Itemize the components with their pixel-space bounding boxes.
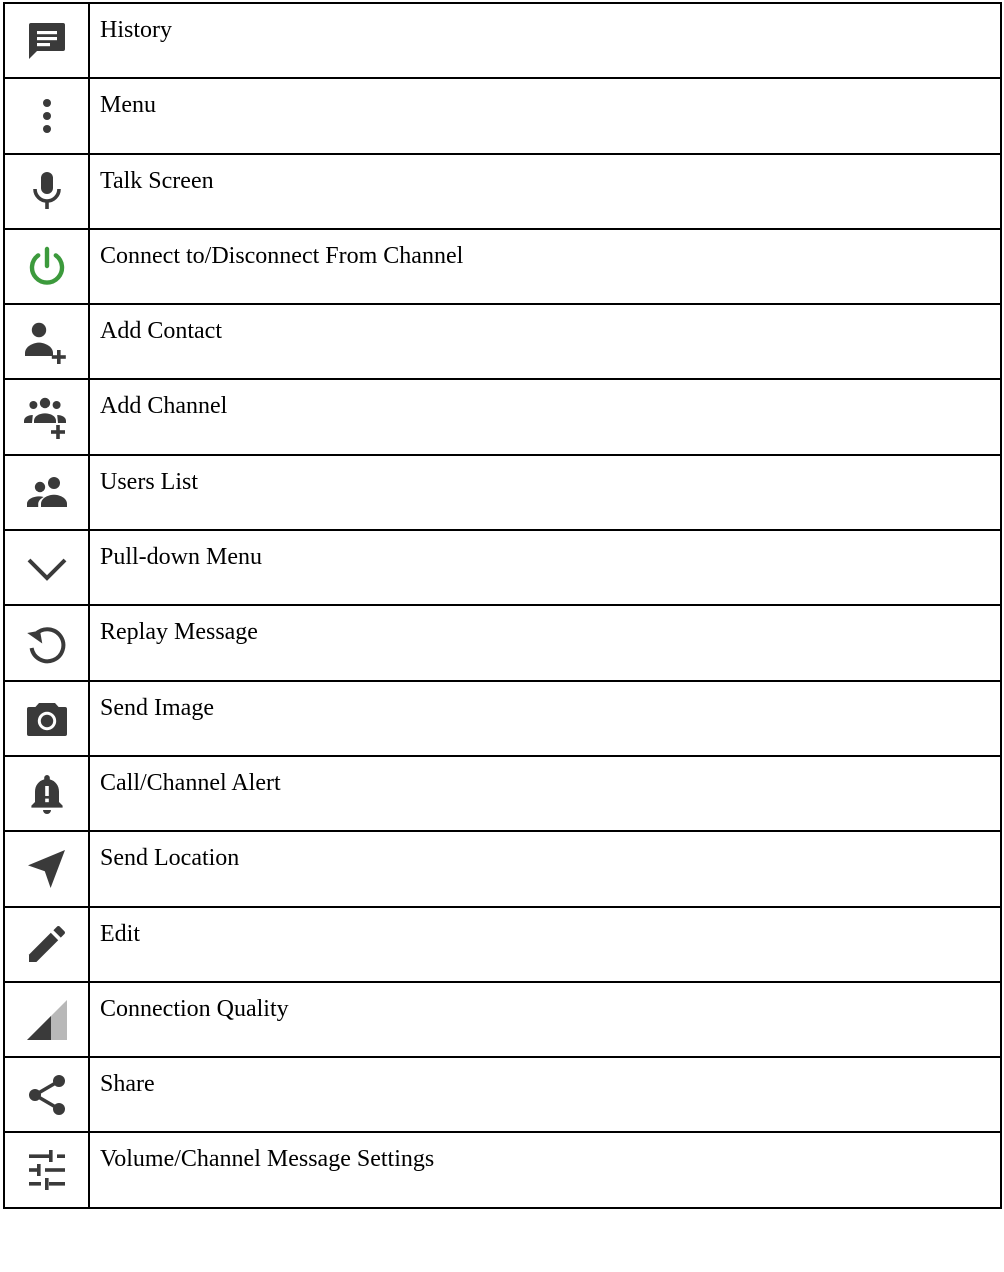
icon-cell xyxy=(4,154,89,229)
icon-cell xyxy=(4,681,89,756)
table-row xyxy=(4,379,1001,454)
icon-cell xyxy=(4,756,89,831)
icon-cell xyxy=(4,1057,89,1132)
row-label: Edit xyxy=(89,907,1001,982)
navigation-arrow-icon xyxy=(23,845,71,893)
row-label: Volume/Channel Message Settings xyxy=(89,1132,1001,1207)
table-row xyxy=(4,681,1001,756)
icon-cell xyxy=(4,304,89,379)
camera-icon xyxy=(23,694,71,742)
microphone-icon xyxy=(23,167,71,215)
icon-legend-table xyxy=(3,2,1002,1209)
chat-bubble-icon xyxy=(23,17,71,65)
row-label: Add Contact xyxy=(89,304,1001,379)
icon-cell xyxy=(4,3,89,78)
icon-cell xyxy=(4,1132,89,1207)
table-row xyxy=(4,455,1001,530)
row-label: Share xyxy=(89,1057,1001,1132)
icon-cell xyxy=(4,78,89,153)
table-row xyxy=(4,982,1001,1057)
table-row xyxy=(4,1057,1001,1132)
add-person-icon xyxy=(23,318,71,366)
row-label: Add Channel xyxy=(89,379,1001,454)
chevron-down-icon xyxy=(23,544,71,592)
table-row xyxy=(4,1132,1001,1207)
power-icon xyxy=(23,243,71,291)
table-row xyxy=(4,78,1001,153)
row-label: Send Image xyxy=(89,681,1001,756)
icon-cell xyxy=(4,605,89,680)
table-row xyxy=(4,154,1001,229)
share-icon xyxy=(23,1071,71,1119)
more-vertical-icon xyxy=(23,92,71,140)
pencil-icon xyxy=(23,920,71,968)
icon-cell xyxy=(4,831,89,906)
icon-cell xyxy=(4,379,89,454)
table-row xyxy=(4,3,1001,78)
row-label: Call/Channel Alert xyxy=(89,756,1001,831)
icon-cell xyxy=(4,229,89,304)
replay-icon xyxy=(23,619,71,667)
icon-cell xyxy=(4,455,89,530)
tune-sliders-icon xyxy=(23,1146,71,1194)
row-label: Connect to/Disconnect From Channel xyxy=(89,229,1001,304)
table-row xyxy=(4,304,1001,379)
add-group-icon xyxy=(23,393,71,441)
row-label: Talk Screen xyxy=(89,154,1001,229)
row-label: Users List xyxy=(89,455,1001,530)
table-row xyxy=(4,756,1001,831)
row-label: History xyxy=(89,3,1001,78)
row-label: Connection Quality xyxy=(89,982,1001,1057)
icon-cell xyxy=(4,982,89,1057)
table-row xyxy=(4,907,1001,982)
alert-bell-icon xyxy=(23,770,71,818)
row-label: Replay Message xyxy=(89,605,1001,680)
signal-strength-icon xyxy=(23,996,71,1044)
table-row xyxy=(4,530,1001,605)
table-row xyxy=(4,229,1001,304)
table-row xyxy=(4,831,1001,906)
row-label: Menu xyxy=(89,78,1001,153)
icon-cell xyxy=(4,530,89,605)
table-row xyxy=(4,605,1001,680)
row-label: Pull-down Menu xyxy=(89,530,1001,605)
row-label: Send Location xyxy=(89,831,1001,906)
people-icon xyxy=(23,468,71,516)
icon-cell xyxy=(4,907,89,982)
